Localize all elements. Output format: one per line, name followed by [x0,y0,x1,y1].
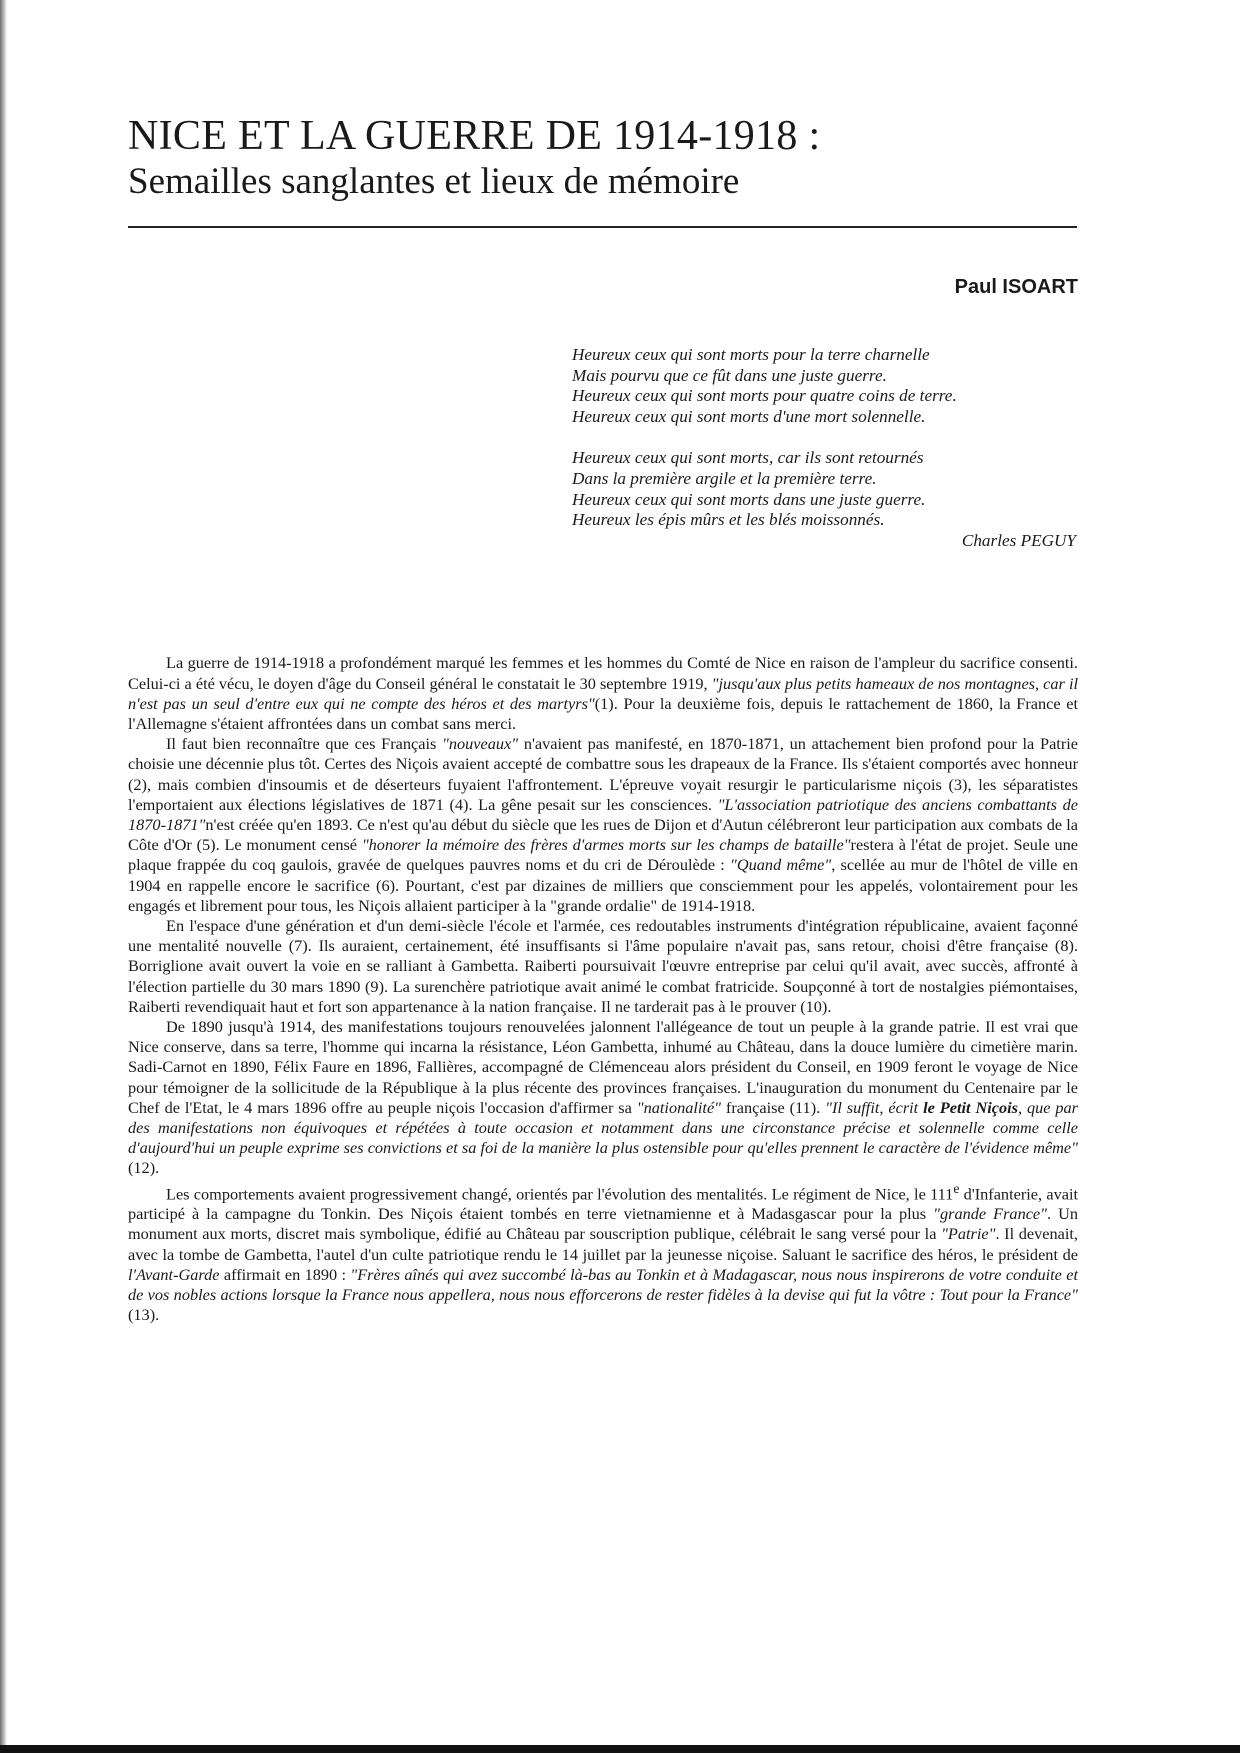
quote: "grande France" [933,1204,1047,1224]
poem-line: Heureux ceux qui sont morts d'une mort solennelle. [572,406,926,426]
quote: "nouveaux" [442,734,519,754]
poem-line: Heureux ceux qui sont morts dans une juste guerre. [572,489,926,509]
quote: "Il suffit, écrit [825,1097,924,1117]
quote: "Frères aînés qui avez succombé là-bas au Tonkin et à Madagascar, nous nous inspirerons de votre conduite et de vos nobles actions lorsque la France nous appellera, nous nous efforcerons de rester fidèles à la devise qui fut la vôtre : Tout pour la France" [128,1264,1078,1305]
quote: "Quand même" [730,855,832,875]
article-page [128,112,1078,1325]
body-paragraph: En l'espace d'une génération et d'un demi-siècle l'école et l'armée, ces redoutables instruments d'intégration républicaine, avaient façonné une mentalité nouvelle (7). Ils auraient, certainement, été insuffisants si l'âme populaire n'avait pas, sans retour, choisi d'être française (8). Borriglione avait ouvert la voie en se ralliant à Gambetta. Raiberti poursuivait l'œuvre entreprise par celui qu'il avait, avec succès, affronté à l'élection partielle du 30 mars 1890 (9). La surenchère patriotique avait animé le combat fratricide. Soupçonné à tort de nostalgies piémontaises, Raiberti revendiquait haut et fort son appartenance à la nation française. Il ne tarderait pas à le prouver (10). [128,915,1078,1016]
poem-line: Heureux ceux qui sont morts pour la terre charnelle [572,345,930,364]
poem-line: Dans la première argile et la première terre. [572,468,877,488]
quote: "honorer la mémoire des frères d'armes morts sur les champs de bataille" [361,835,851,855]
poem-line: Mais pourvu que ce fût dans une juste guerre. [572,365,887,385]
epigraph-poem [572,345,1078,551]
poem-attribution: Charles PEGUY [961,530,1076,550]
newspaper-name: le Petit Niçois [923,1097,1018,1117]
ordinal-superscript: e [953,1180,960,1196]
poem-stanza [572,345,1078,427]
article-title: NICE ET LA GUERRE DE 1914-1918 : [128,113,821,159]
body-paragraph: De 1890 jusqu'à 1914, des manifestations toujours renouvelées jalonnent l'allégeance de tout un peuple à la grande patrie. Il est vrai que Nice conserve, dans sa terre, l'homme qui incarna la résistance, Léon Gambetta, inhumé au Château, dans la douce lumière du cimetière marin. Sadi-Carnot en 1890, Félix Faure en 1896, Fallières, accompagné de Clémenceau alors président du Conseil, en 1909 feront le voyage de Nice pour témoigner de la sollicitude de la République à la plus récente des provinces françaises. L'inauguration du monument du Centenaire par le Chef de l'Etat, le 4 mars 1896 offre au peuple niçois l'occasion d'affirmer sa "nationalité" française (11). "Il suffit, écrit le Petit Niçois, que par des manifestations non équivoques et répétées à toute occasion et notamment dans une circonstance précise et solennelle comme celle d'aujourd'hui un peuple exprime ses convictions et sa foi de la manière la plus ostensible pour qu'elles prennent le caractère de l'évidence même"(12). [128,1017,1078,1178]
author-name: Paul ISOART [954,276,1078,298]
title-rule [128,226,1077,228]
quote: "Patrie" [941,1224,996,1244]
poem-line: Heureux ceux qui sont morts, car ils sont retournés [572,448,924,468]
page-bottom-edge [0,1745,1240,1753]
article-body [128,653,1078,1325]
quote: "nationalité" [636,1097,722,1117]
body-paragraph: Il faut bien reconnaître que ces Français "nouveaux" n'avaient pas manifesté, en 1870-1871, un attachement bien profond pour la Patrie choisie une décennie plus tôt. Certes des Niçois avaient accepté de combattre sous les drapeaux de la France. Ils s'étaient comportés avec honneur (2), mais combien d'insoumis et de déserteurs fuyaient l'affrontement. L'épreuve voyait resurgir le particularisme niçois (3), les séparatistes l'emportaient aux élections législatives de 1871 (4). La gêne pesait sur les consciences. "L'association patriotique des anciens combattants de 1870-1871"n'est créée qu'en 1893. Ce n'est qu'au début du siècle que les rues de Dijon et d'Autun célébreront leur participation aux combats de la Côte d'Or (5). Le monument censé "honorer la mémoire des frères d'armes morts sur les champs de bataille"restera à l'état de projet. Seule une plaque frappée du coq gaulois, gravée de quelques pauvres noms et du cri de Déroulède : "Quand même", scellée au mur de l'hôtel de ville en 1904 en rappelle encore le sacrifice (6). Pourtant, c'est par dizaines de milliers que consciemment pour les appelés, volontairement pour les engagés et librement pour tous, les Niçois allaient participer à la "grande ordalie" de 1914-1918. [128,734,1078,915]
poem-line: Heureux ceux qui sont morts pour quatre coins de terre. [572,386,957,406]
quote: "L'association patriotique des anciens combattants de 1870-1871" [128,794,1078,834]
quote: , que par des manifestations non équivoques et répétées à toute occasion et notamment dans une circonstance précise et solennelle comme celle d'aujourd'hui un peuple exprime ses convictions et sa foi de la manière la plus ostensible pour qu'elles prennent le caractère de l'évidence même" [128,1097,1078,1158]
poem-stanza [572,448,1078,530]
newspaper-name: l'Avant-Garde [128,1264,220,1284]
body-paragraph: Les comportements avaient progressivement changé, orientés par l'évolution des mentalités. Le régiment de Nice, le 111e d'Infanterie, avait participé à la campagne du Tonkin. Des Niçois étaient tombés en terre vietnamienne et à Madasgascar pour la plus "grande France". Un monument aux morts, discret mais symbolique, édifié au Château par souscription publique, célébrait le sang versé pour la "Patrie". Il devenait, avec la tombe de Gambetta, l'autel d'un culte patriotique rendu le 14 juillet par la jeunesse niçoise. Saluant le sacrifice des héros, le président de l'Avant-Garde affirmait en 1890 : "Frères aînés qui avez succombé là-bas au Tonkin et à Madagascar, nous nous inspirerons de votre conduite et de vos nobles actions lorsque la France nous appellera, nous nous efforcerons de rester fidèles à la devise qui fut la vôtre : Tout pour la France"(13). [128,1180,1078,1325]
quote: "jusqu'aux plus petits hameaux de nos montagnes, car il n'est pas un seul d'entre eux qui ne compte des héros et des martyrs" [128,673,1078,713]
body-paragraph: La guerre de 1914-1918 a profondément marqué les femmes et les hommes du Comté de Nice en raison de l'ampleur du sacrifice consenti. Celui-ci a été vécu, le doyen d'âge du Conseil général le constatait le 30 septembre 1919, "jusqu'aux plus petits hameaux de nos montagnes, car il n'est pas un seul d'entre eux qui ne compte des héros et des martyrs"(1). Pour la deuxième fois, depuis le rattachement de 1860, la France et l'Allemagne s'étaient affrontées dans un combat sans merci. [128,653,1078,733]
article-subtitle: Semailles sanglantes et lieux de mémoire [128,161,740,202]
poem-line: Heureux les épis mûrs et les blés moissonnés. [572,510,885,530]
page-binding-edge [0,0,7,1753]
